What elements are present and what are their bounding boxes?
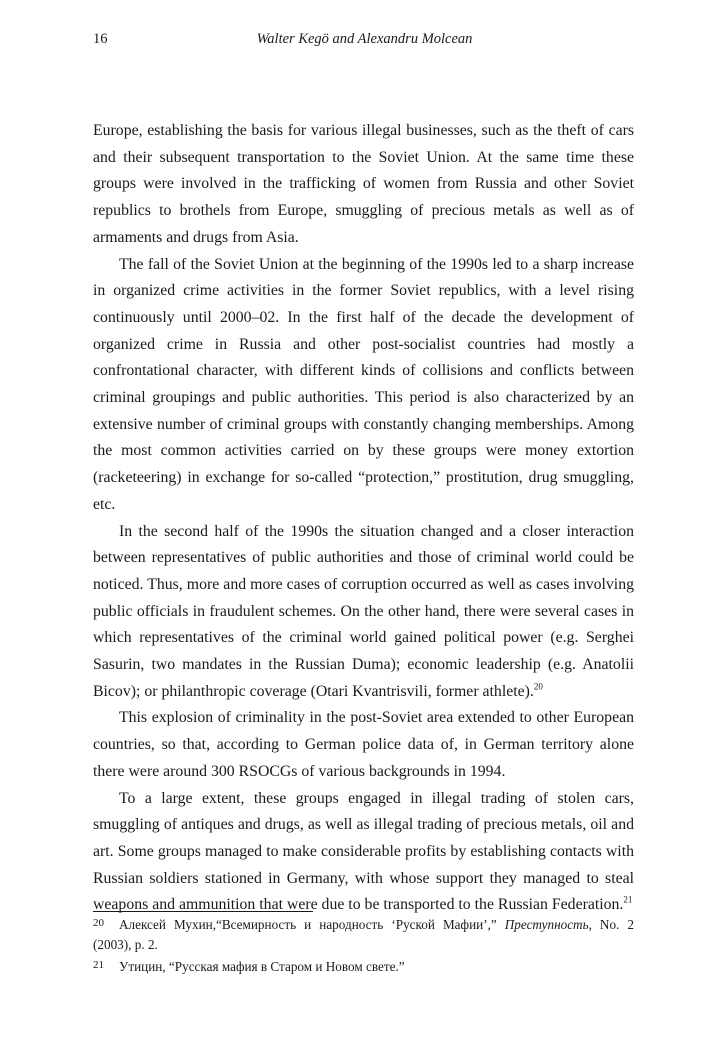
footnote-number: 21 [93, 959, 104, 971]
paragraph [93, 786, 634, 920]
footnote-divider [93, 911, 313, 912]
footnote-text: Утицин, “Русская мафия в Старом и Новом свете.” [119, 959, 405, 974]
paragraph-text: To a large extent, these groups engaged in illegal trading of stolen cars, smuggling of antiques and drugs, as well as illegal trading of precious metals, oil and art. Some groups managed to make considerable profits by establishing contacts with Russian soldiers stationed in Germany, with whose support they managed to steal weapons and ammunition that were due to be transported to the Russian Federation. [93, 789, 634, 914]
running-title: Walter Kegö and Alexandru Molcean [256, 31, 473, 47]
paragraph [93, 118, 634, 252]
paragraph [93, 705, 634, 785]
paragraph-text: This explosion of criminality in the post-Soviet area extended to other European countries, so that, according to German police data of, in German territory alone there were around 300 RSOCGs of various backgrounds in 1994. [93, 709, 634, 780]
footnote-reference[interactable]: 21 [623, 895, 633, 906]
paragraph-text: The fall of the Soviet Union at the beginning of the 1990s led to a sharp increase in organized crime activities in the former Soviet republics, with a level rising continuously until 2000–02. In the first half of the decade the development of organized crime in Russia and other post-socialist countries had mostly a confrontational character, with different kinds of collisions and conflicts between criminal groupings and public authorities. This period is also characterized by an extensive number of criminal groups with constantly changing memberships. Among the most common activities carried on by these groups were money extortion (racketeering) in exchange for so-called “protection,” prostitution, drug smuggling, etc. [93, 255, 634, 513]
footnote-reference[interactable]: 20 [533, 681, 543, 692]
paragraph [93, 252, 634, 519]
body-text [93, 118, 634, 919]
paragraph-text: Europe, establishing the basis for various illegal businesses, such as the theft of cars and their subsequent transportation to the Soviet Union. At the same time these groups were involved in the trafficking of women from Russia and other Soviet republics to brothels from Europe, smuggling of precious metals as well as of armaments and drugs from Asia. [93, 122, 634, 246]
paragraph [93, 519, 634, 706]
footnote-text-after: No. 2 (2003), p. 2. [93, 917, 634, 952]
footnote [93, 955, 634, 977]
footnote-number: 20 [93, 917, 104, 929]
footnote-journal-title: Преступность, [504, 917, 592, 932]
footnotes [93, 913, 634, 977]
page-number: 16 [93, 31, 108, 47]
paragraph-text: In the second half of the 1990s the situation changed and a closer interaction between representatives of public authorities and those of criminal world could be noticed. Thus, more and more cases of corruption occurred as well as cases involving public officials in fraudulent schemes. On the other hand, there were several cases in which representatives of the criminal world gained political power (e.g. Serghei Sasurin, two mandates in the Russian Duma); economic leadership (e.g. Anatolii Bicov); or philanthropic coverage (Otari Kvantrisvili, former athlete). [93, 522, 634, 700]
footnote-text: Алексей Мухин,“Всемирность и народность ‘Руской Мафии’,” [119, 917, 505, 932]
footnote [93, 913, 634, 955]
